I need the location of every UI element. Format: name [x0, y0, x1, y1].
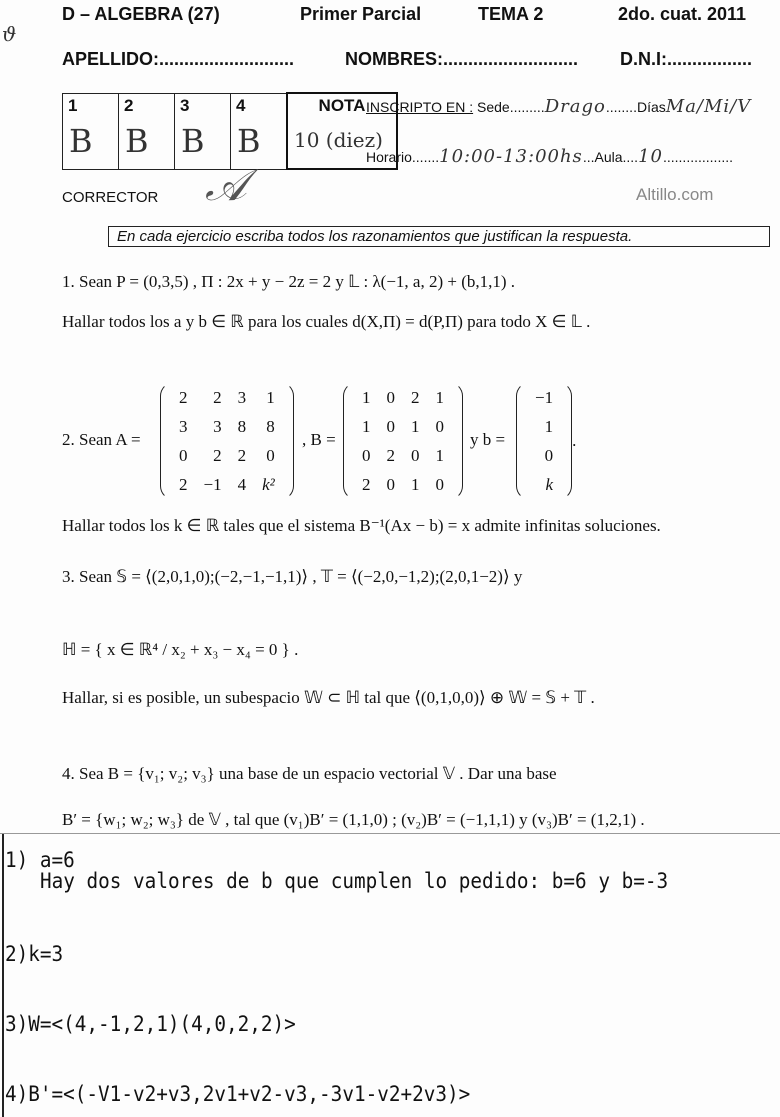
answer-3: 3)W=<(4,-1,2,1)(4,0,2,2)> — [5, 1012, 296, 1036]
margin-scribble: ϑ — [2, 22, 18, 46]
question-3-subspace-h: ℍ = { x ∈ ℝ⁴ / x₂ + x₃ − x₄ = 0 } . — [62, 640, 299, 659]
matrix-b-cell: 1 — [435, 387, 444, 407]
matrix-b-cell: 0 — [386, 474, 395, 494]
matrix-b — [343, 382, 463, 500]
matrix-a-cell: 2 — [237, 445, 247, 465]
question-4-task: B′ = {w₁; w₂; w₃} de 𝕍 , tal que (v₁)B′ = (1,1,0) ; (v₂)B′ = (−1,1,1) y (v₃)B′ = (1,2,1) . — [62, 810, 645, 829]
instructions-box: En cada ejercicio escriba todos los razonamientos que justifican la respuesta. — [108, 226, 770, 247]
answer-left-border — [2, 834, 4, 1117]
matrix-a-cell: 2 — [179, 387, 188, 407]
question-1-statement: 1. Sean P = (0,3,5) , Π : 2x + y − 2z = 2 y 𝕃 : λ(−1, a, 2) + (b,1,1) . — [62, 272, 516, 291]
answer-4: 4)B'=<(-V1-v2+v3,2v1+v2-v3,-3v1-v2+2v3)> — [5, 1082, 471, 1106]
matrix-b-cell: 1 — [362, 387, 371, 407]
matrix-a-cell: −1 — [203, 474, 222, 494]
matrix-a-cell: 3 — [213, 416, 222, 436]
vector-b-cell: 0 — [544, 445, 554, 465]
matrix-a-cell: 8 — [237, 416, 247, 436]
matrix-b-cell: 1 — [435, 445, 444, 465]
term-label: 2do. cuat. 2011 — [618, 4, 747, 24]
matrix-b-label: , B = — [302, 430, 336, 449]
vector-b-label: y b = — [470, 430, 506, 449]
matrix-b-cell: 1 — [411, 416, 420, 436]
grade-cell-nota: NOTA 10 (diez) — [287, 93, 397, 169]
answer-divider — [0, 833, 780, 834]
horario-line: Horario.......10:00-13:00hs...Aula....10.................. — [366, 146, 733, 167]
matrix-b-cell: 2 — [362, 474, 371, 494]
matrix-a-cell: 4 — [237, 474, 247, 494]
dni-field: D.N.I:................. — [620, 49, 753, 69]
grade-cell-2: 2 B — [119, 93, 175, 169]
matrix-b-cell: 0 — [386, 416, 395, 436]
question-4-statement: 4. Sea B = {v₁; v₂; v₃} una base de un espacio vectorial 𝕍 . Dar una base — [62, 764, 557, 783]
vector-b-cell: 1 — [544, 416, 554, 436]
matrix-b-cell: 0 — [435, 416, 444, 436]
matrix-a-cell: 2 — [213, 387, 222, 407]
matrix-a-cell: 8 — [266, 416, 275, 436]
matrix-a-cell: 2 — [213, 445, 222, 465]
matrix-b-cell: 1 — [411, 474, 420, 494]
grade-cell-3: 3 B — [175, 93, 231, 169]
matrix-a-cell: 3 — [179, 416, 188, 436]
exam-title: Primer Parcial — [300, 4, 422, 24]
apellido-field: APELLIDO:........................... — [62, 49, 295, 69]
matrix-a-cell: k² — [262, 474, 275, 494]
grade-table — [62, 92, 398, 170]
watermark: Altillo.com — [636, 185, 714, 204]
nombres-field: NOMBRES:........................... — [345, 49, 579, 69]
corrector-label: CORRECTOR — [62, 189, 159, 206]
matrix-a-cell: 1 — [266, 387, 275, 407]
matrix-b-cell: 2 — [386, 445, 395, 465]
matrix-a-cell: 0 — [179, 445, 188, 465]
tema-label: TEMA 2 — [478, 4, 544, 24]
matrix-b-cell: 2 — [411, 387, 420, 407]
question-2-prefix: 2. Sean A = — [62, 430, 141, 449]
matrix-b-cell: 0 — [386, 387, 395, 407]
question-2-task: Hallar todos los k ∈ ℝ tales que el sistema B⁻¹(Ax − b) = x admite infinitas soluciones. — [62, 516, 661, 535]
matrix-a-cell: 3 — [237, 387, 247, 407]
matrix-a — [160, 382, 294, 500]
answer-1: 1) a=6 — [5, 848, 75, 872]
grade-cell-1: 1 B — [63, 93, 119, 169]
matrix-b-cell: 0 — [435, 474, 444, 494]
matrix-a-cell: 2 — [179, 474, 188, 494]
question-3-statement: 3. Sean 𝕊 = ⟨(2,0,1,0);(−2,−1,−1,1)⟩ , 𝕋 = ⟨(−2,0,−1,2);(2,0,1−2)⟩ y — [62, 567, 523, 586]
answer-2: 2)k=3 — [5, 942, 64, 966]
inscripto-line: INSCRIPTO EN : Sede.........Drago........DíasMa/Mi/V — [366, 96, 752, 117]
matrix-b-cell: 0 — [362, 445, 371, 465]
vector-b-cell: k — [545, 474, 554, 494]
matrix-a-cell: 0 — [266, 445, 275, 465]
corrector-signature: 𝒜 — [205, 160, 248, 211]
question-1-task: Hallar todos los a y b ∈ ℝ para los cuales d(X,Π) = d(P,Π) para todo X ∈ 𝕃 . — [62, 312, 591, 331]
question-3-task: Hallar, si es posible, un subespacio 𝕎 ⊂ ℍ tal que ⟨(0,1,0,0)⟩ ⊕ 𝕎 = 𝕊 + 𝕋 . — [62, 688, 595, 707]
answer-1-detail: Hay dos valores de b que cumplen lo pedido: b=6 y b=-3 — [40, 869, 669, 893]
vector-b-cell: −1 — [535, 387, 554, 407]
matrix-b-cell: 0 — [411, 445, 420, 465]
vector-b: −1 1 0 k . — [516, 382, 576, 500]
matrix-b-cell: 1 — [362, 416, 371, 436]
course-title: D – ALGEBRA (27) — [62, 4, 220, 24]
grade-cell-4: 4 B — [231, 93, 288, 169]
